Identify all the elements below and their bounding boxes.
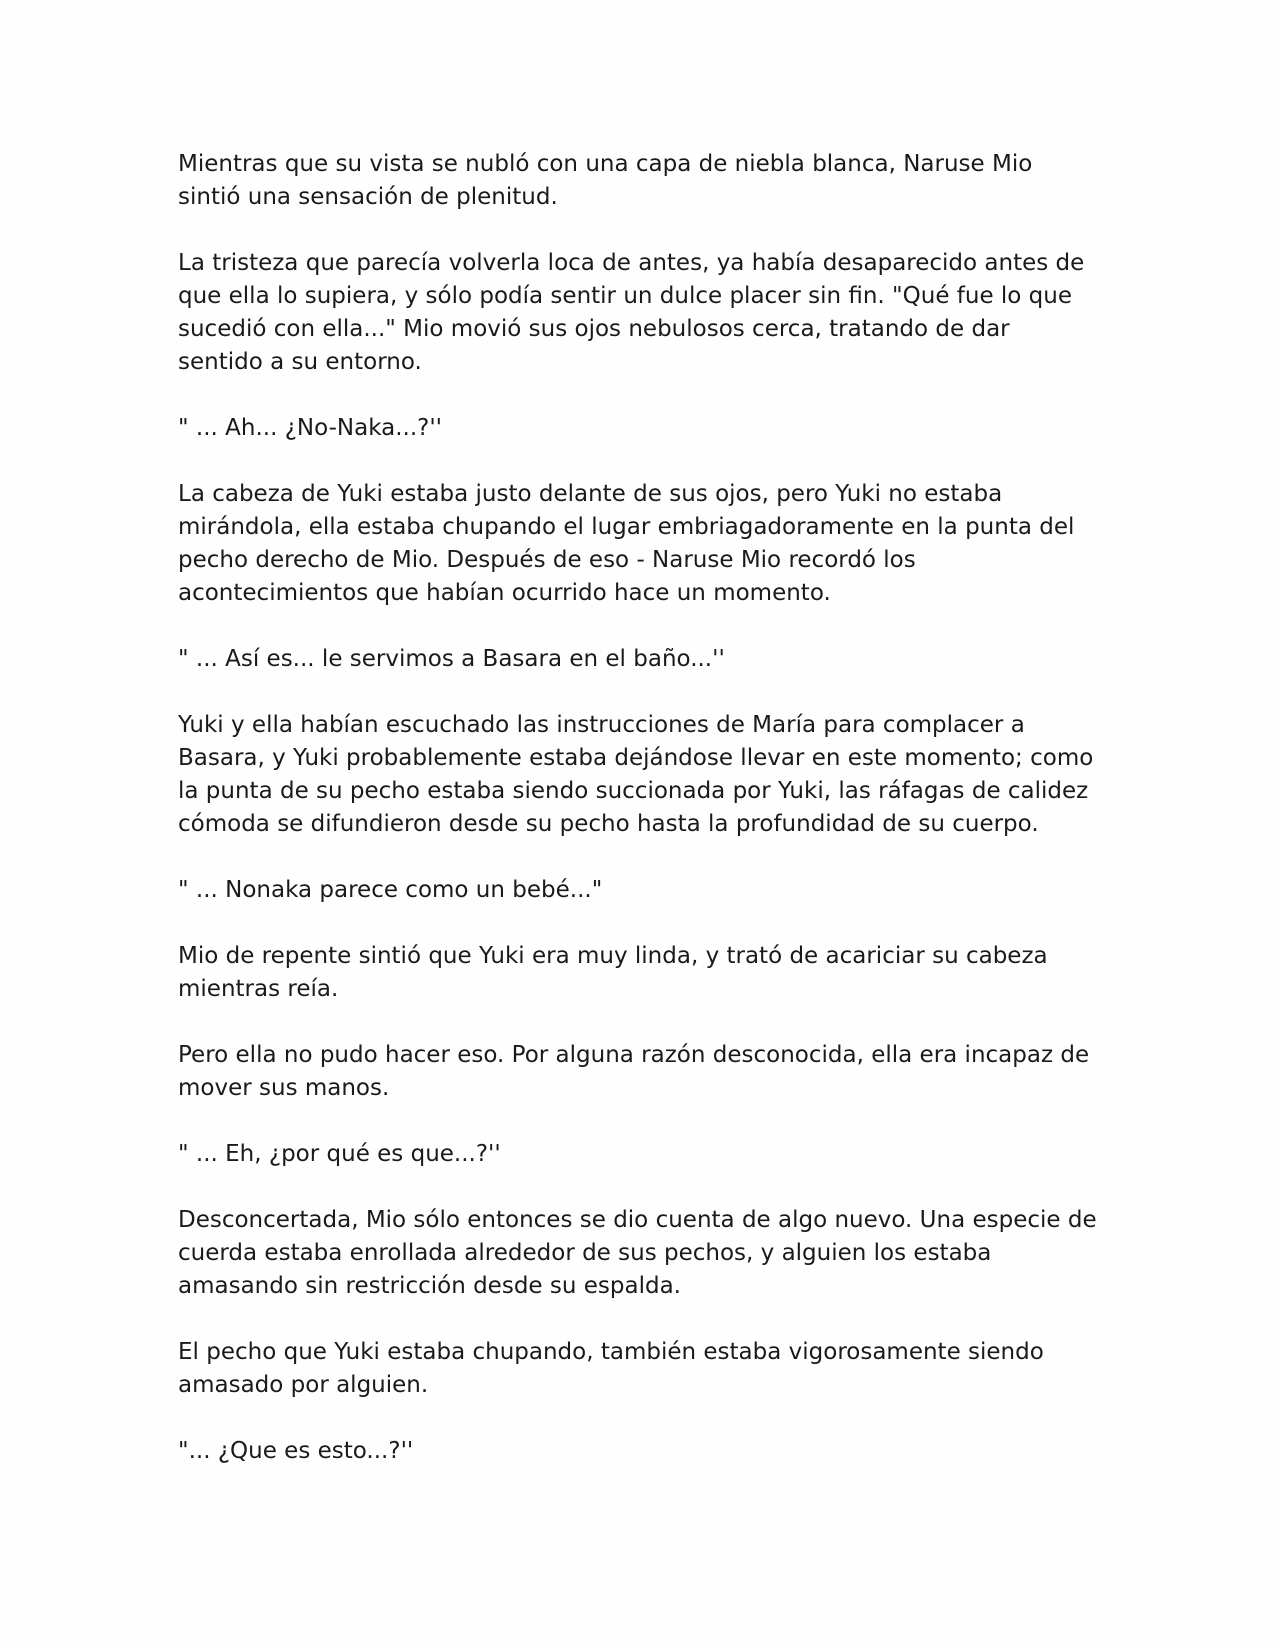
paragraph-9: Pero ella no pudo hacer eso. Por alguna razón desconocida, ella era incapaz de mover sus manos. (178, 1042, 1090, 1101)
document-body (178, 148, 1098, 1501)
paragraph-4: La cabeza de Yuki estaba justo delante de sus ojos, pero Yuki no estaba mirándola, ella estaba chupando el lugar embriagadoramente en la punta del pecho derecho de Mio. Después de eso - Naruse Mio recordó los acontecimientos que habían ocurrido hace un momento. (178, 481, 1075, 606)
paragraph-8: Mio de repente sintió que Yuki era muy linda, y trató de acariciar su cabeza mientras reía. (178, 943, 1048, 1002)
paragraph-6: Yuki y ella habían escuchado las instrucciones de María para complacer a Basara, y Yuki probablemente estaba dejándose llevar en este momento; como la punta de su pecho estaba siendo succionada por Yuki, las ráfagas de calidez cómoda se difundieron desde su pecho hasta la profundidad de su cuerpo. (178, 712, 1094, 837)
paragraph-5: " ... Así es... le servimos a Basara en el baño...'' (178, 646, 725, 672)
paragraph-13: "... ¿Que es esto...?'' (178, 1438, 414, 1464)
paragraph-10: " ... Eh, ¿por qué es que...?'' (178, 1141, 501, 1167)
paragraph-2: La tristeza que parecía volverla loca de antes, ya había desaparecido antes de que ella lo supiera, y sólo podía sentir un dulce placer sin fin. "Qué fue lo que sucedió con ella..." Mio movió sus ojos nebulosos cerca, tratando de dar sentido a su entorno. (178, 250, 1085, 375)
paragraph-11: Desconcertada, Mio sólo entonces se dio cuenta de algo nuevo. Una especie de cuerda estaba enrollada alrededor de sus pechos, y alguien los estaba amasando sin restricción desde su espalda. (178, 1207, 1097, 1299)
paragraph-3: " ... Ah... ¿No-Naka...?'' (178, 415, 442, 441)
paragraph-7: " ... Nonaka parece como un bebé..." (178, 877, 603, 903)
paragraph-1: Mientras que su vista se nubló con una capa de niebla blanca, Naruse Mio sintió una sensación de plenitud. (178, 151, 1033, 210)
paragraph-12: El pecho que Yuki estaba chupando, también estaba vigorosamente siendo amasado por alguien. (178, 1339, 1044, 1398)
